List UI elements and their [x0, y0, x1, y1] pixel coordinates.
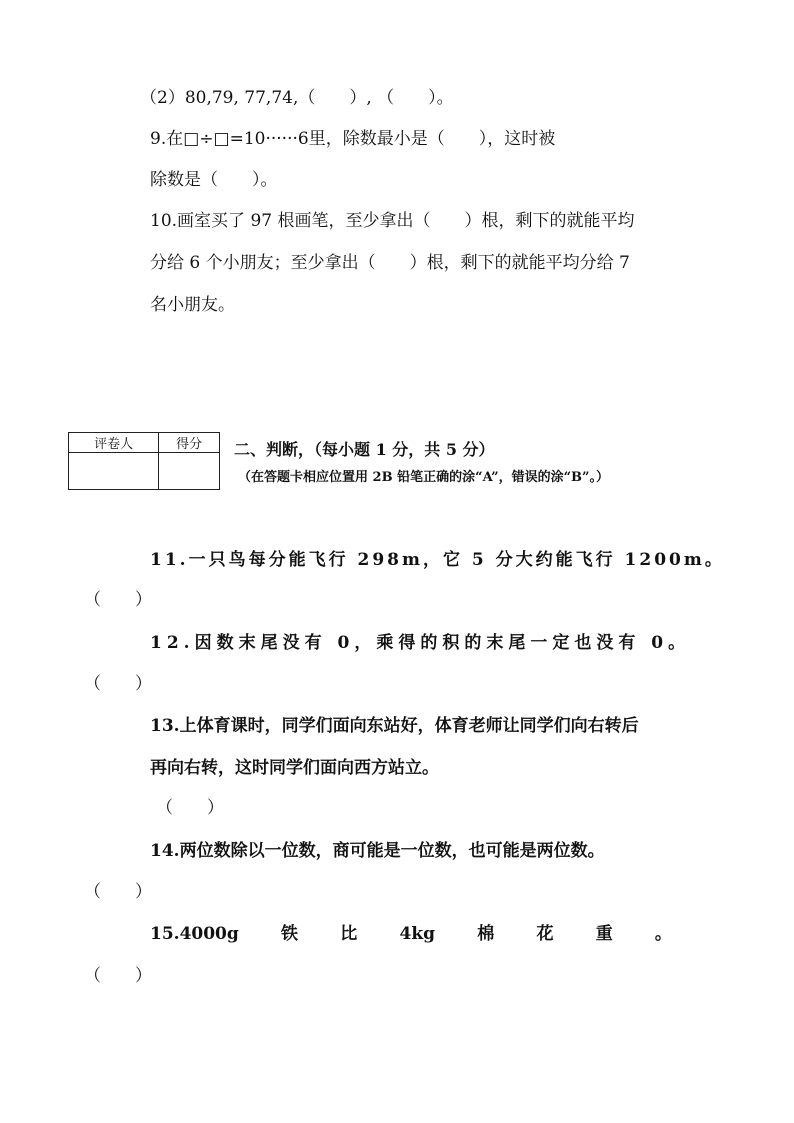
q15-part: 花: [536, 924, 554, 944]
q9-line1: 9.在□÷□=10······6里，除数最小是（ ），这时被: [150, 129, 556, 149]
q11-answer[interactable]: （ ）: [84, 590, 152, 610]
grader-label: 评卷人: [69, 433, 159, 453]
q13-answer[interactable]: （ ）: [156, 798, 224, 818]
section-title: 二、判断，（每小题 1 分，共 5 分）: [234, 440, 495, 459]
q13-line1: 13.上体育课时，同学们面向东站好，体育老师让同学们向右转后: [150, 716, 639, 736]
q11-text: 11.一只鸟每分能飞行 298m，它 5 分大约能飞行 1200m。: [150, 550, 725, 570]
grader-cell[interactable]: [69, 453, 159, 490]
q14-text: 14.两位数除以一位数，商可能是一位数，也可能是两位数。: [150, 841, 605, 861]
q13-line2: 再向右转，这时同学们面向西方站立。: [150, 758, 439, 778]
q12-answer[interactable]: （ ）: [84, 674, 152, 694]
score-label: 得分: [159, 433, 220, 453]
q10-line1: 10.画室买了 97 根画笔，至少拿出（ ）根，剩下的就能平均: [150, 211, 635, 231]
q15-text: [150, 923, 672, 945]
q8-part2: （2）80,79, 77,74,（ ）, （ ）。: [140, 88, 454, 108]
q12-text: 12.因数末尾没有 0，乘得的积的末尾一定也没有 0。: [150, 633, 691, 653]
q9-line2: 除数是（ ）。: [150, 170, 278, 190]
section-note: （在答题卡相应位置用 2B 铅笔正确的涂“A”，错误的涂“B”。）: [238, 470, 610, 485]
q15-part: 重: [595, 924, 613, 944]
score-box: [68, 432, 220, 490]
q14-answer[interactable]: （ ）: [84, 882, 152, 902]
q10-line3: 名小朋友。: [150, 295, 235, 315]
score-cell[interactable]: [159, 453, 220, 490]
q15-part: 4kg: [399, 924, 435, 944]
q15-part: 比: [340, 924, 358, 944]
q10-line2: 分给 6 个小朋友；至少拿出（ ）根，剩下的就能平均分给 7: [150, 253, 630, 273]
q15-part: 铁: [281, 924, 299, 944]
q15-answer[interactable]: （ ）: [84, 966, 152, 986]
q15-part: 15.4000g: [150, 924, 239, 944]
q15-part: 。: [654, 924, 672, 944]
q15-part: 棉: [477, 924, 495, 944]
